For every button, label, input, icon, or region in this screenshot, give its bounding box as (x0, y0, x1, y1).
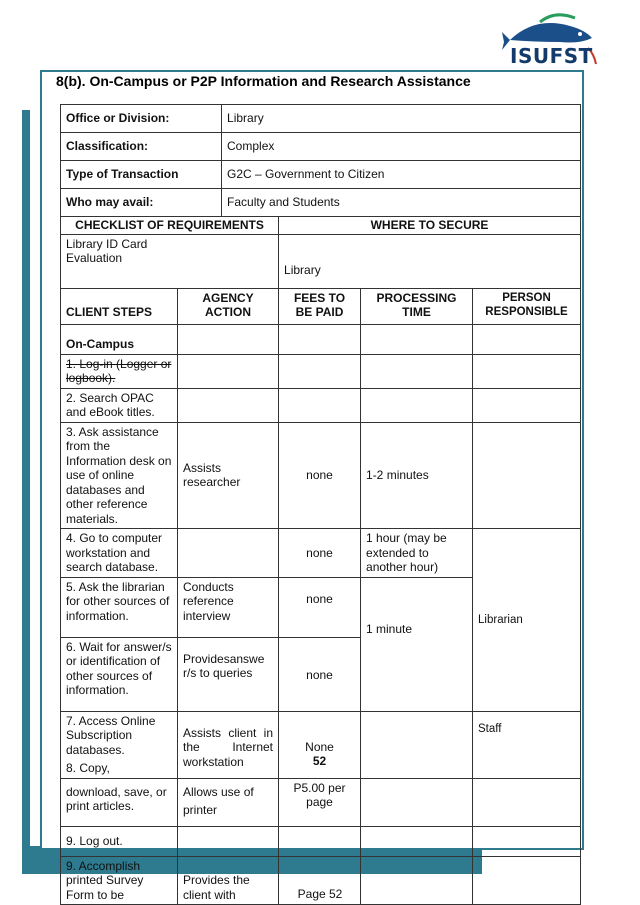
processing-time: 1-2 minutes (361, 422, 473, 529)
fee-value: P5.00 per page (279, 778, 361, 826)
page-number: Page 52 (297, 887, 343, 901)
client-steps-header: CLIENT STEPS (61, 288, 178, 324)
agency-action: Providesanswe r/s to queries (178, 637, 279, 711)
client-step: 1. Log-in (Logger or logbook). (61, 354, 178, 388)
agency-action-header: AGENCY ACTION (178, 288, 279, 324)
who-may-avail-value: Faculty and Students (222, 189, 581, 217)
client-step: 7. Access Online Subscription databases. 8. Copy, (61, 711, 178, 778)
fee-value: none (279, 422, 361, 529)
processing-time: 1 hour (may be extended to another hour) (361, 529, 473, 578)
agency-action: Assists client in the Internet workstation (178, 711, 279, 778)
fee-value: None 52 (279, 711, 361, 778)
page-title: 8(b). On-Campus or P2P Information and Research Assistance (56, 73, 471, 89)
office-value: Library (222, 105, 581, 133)
processing-time: 1 minute (361, 577, 473, 711)
agency-action: Assists researcher (178, 422, 279, 529)
person-responsible-header: PERSON RESPONSIBLE (473, 288, 581, 324)
requirements-list (61, 234, 279, 288)
client-step: 2. Search OPAC and eBook titles. (61, 388, 178, 422)
fee-value: none (279, 529, 361, 578)
transaction-type-value: G2C – Government to Citizen (222, 161, 581, 189)
person-responsible: Librarian (473, 529, 581, 712)
requirement-item: Library ID Card (66, 236, 148, 251)
fee-value: none (279, 637, 361, 711)
client-step: 9. Log out. (61, 826, 178, 856)
client-step: 9. Accomplish printed Survey Form to be (61, 856, 178, 905)
logo-text: ISUFST (510, 44, 593, 68)
person-responsible: Staff (473, 711, 581, 778)
office-label: Office or Division: (61, 105, 222, 133)
client-step: 5. Ask the librarian for other sources of information. (61, 577, 178, 637)
agency-action: Conducts reference interview (178, 577, 279, 637)
requirement-item: Evaluation (66, 251, 123, 265)
client-step: download, save, or print articles. (61, 778, 178, 826)
section-label: On-Campus (61, 324, 178, 354)
processing-time-header: PROCESSING TIME (361, 288, 473, 324)
who-may-avail-label: Who may avail: (61, 189, 222, 217)
agency-action: Allows use of printer (178, 778, 279, 826)
secure-location: Library (279, 234, 581, 288)
client-step: 3. Ask assistance from the Information desk on use of online databases and other reference materials. (61, 422, 178, 529)
where-to-secure-header: WHERE TO SECURE (279, 217, 581, 235)
service-table (60, 104, 581, 905)
transaction-type-label: Type of Transaction (61, 161, 222, 189)
decorative-side-bar (22, 110, 30, 870)
client-step: 4. Go to computer workstation and search database. (61, 529, 178, 578)
client-step: 6. Wait for answer/s or identification of other sources of information. (61, 637, 178, 711)
classification-label: Classification: (61, 133, 222, 161)
fee-value: none (279, 577, 361, 637)
checklist-header: CHECKLIST OF REQUIREMENTS (61, 217, 279, 235)
classification-value: Complex (222, 133, 581, 161)
agency-action: Provides the client with (178, 856, 279, 905)
fees-header: FEES TO BE PAID (279, 288, 361, 324)
